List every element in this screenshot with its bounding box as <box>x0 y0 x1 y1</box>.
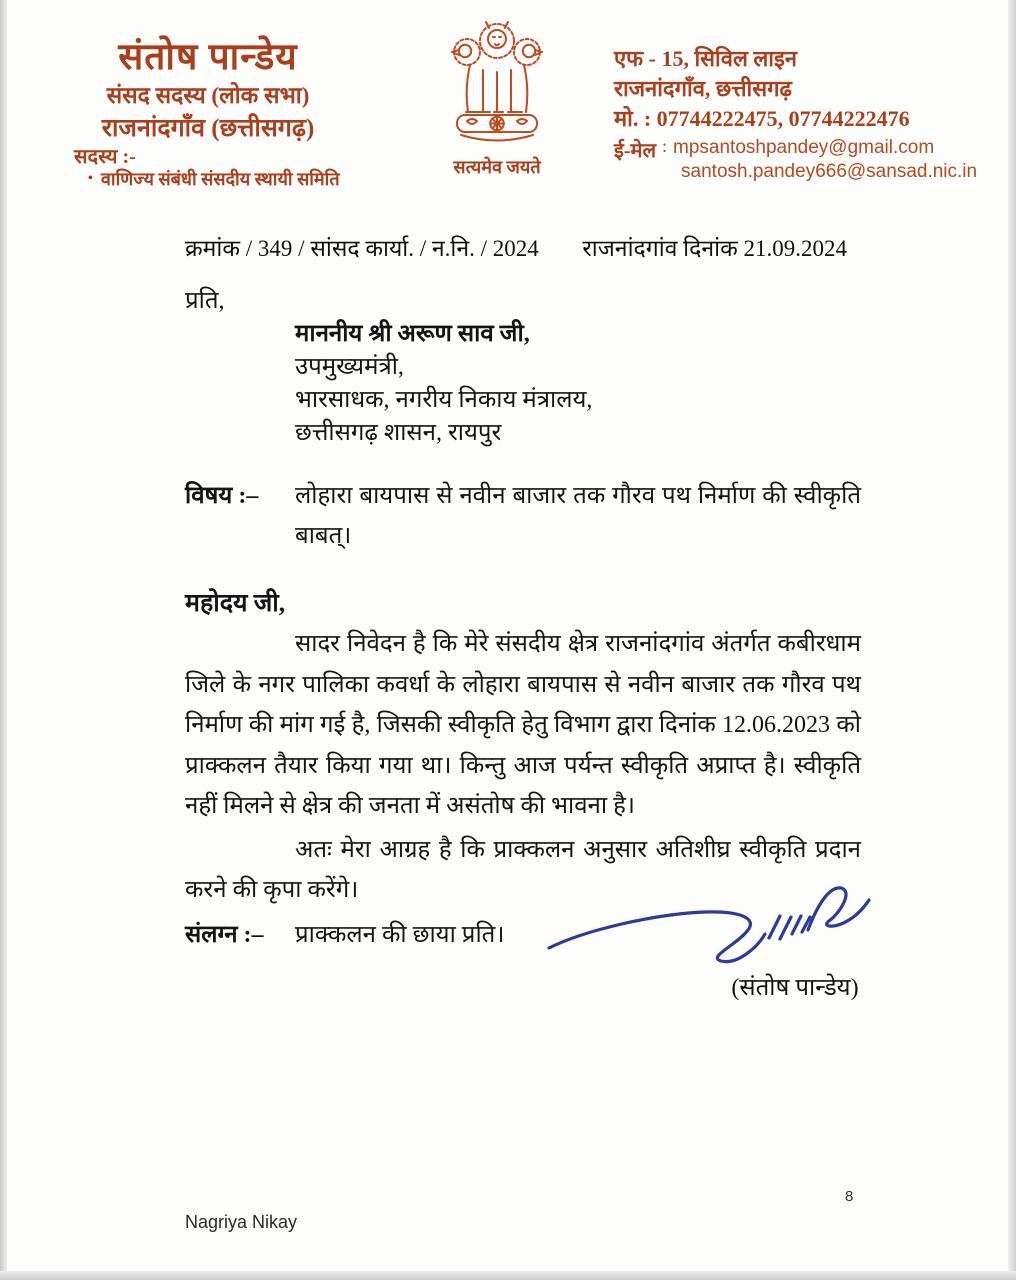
ashoka-lion-capital-icon <box>437 135 557 152</box>
recipient-title: उपमुख्यमंत्री, <box>295 354 404 380</box>
member-label: सदस्य :- <box>74 146 136 168</box>
scan-edge-right <box>1008 0 1016 1280</box>
signatory-name: (संतोष पान्डेय) <box>731 975 859 1001</box>
recipient-address: छत्तीसगढ़ शासन, रायपुर <box>295 420 502 446</box>
subject-row <box>185 476 861 556</box>
scan-edge-bottom <box>0 1271 1016 1280</box>
address-line-2: राजनांदगाँव, छत्तीसगढ़ <box>614 76 792 101</box>
mp-designation: संसद सदस्य (लोक सभा) <box>106 83 310 108</box>
mp-name: संतोष पान्डेय <box>118 37 298 78</box>
letterhead-left <box>62 36 354 146</box>
email-row <box>614 136 1010 184</box>
scan-edge-left <box>0 0 7 1280</box>
emblem-motto: सत्यमेव जयते <box>453 157 541 177</box>
committee-line <box>88 167 340 191</box>
handwritten-signature <box>545 874 875 979</box>
address-line-1: एफ - 15, सिविल लाइन <box>614 46 797 71</box>
enclosure-label: संलग्न :– <box>185 921 264 948</box>
to-label: प्रति, <box>185 288 225 314</box>
place-and-date: राजनांदगांव दिनांक 21.09.2024 <box>582 236 847 261</box>
email-addresses <box>673 136 977 184</box>
recipient-name: माननीय श्री अरूण साव जी, <box>295 321 530 347</box>
letterhead-right <box>614 44 1010 184</box>
subject-label: विषय :– <box>185 483 259 509</box>
footnote-text: Nagriya Nikay <box>185 1212 298 1232</box>
salutation: महोदय जी, <box>185 590 286 617</box>
email-label: ई-मेल <box>614 140 657 162</box>
committee-name: वाणिज्य संबंधी संसदीय स्थायी समिति <box>100 169 340 189</box>
recipient-department: भारसाधक, नगरीय निकाय मंत्रालय, <box>295 387 593 413</box>
email-colon: : <box>662 136 668 156</box>
subject-text: लोहारा बायपास से नवीन बाजार तक गौरव पथ निर्माण की स्वीकृति बाबत्। <box>295 483 861 549</box>
mobile-numbers: मो. : 07744222475, 07744222476 <box>614 106 910 131</box>
enclosure-text: प्राक्कलन की छाया प्रति। <box>295 921 505 948</box>
body-paragraph-1: सादर निवेदन है कि मेरे संसदीय क्षेत्र राजनांदगांव अंतर्गत कबीरधाम जिले के नगर पालिका कवर्धा के लोहारा बायपास से नवीन बाजार तक गौरव पथ निर्माण की मांग गई है, जिसकी स्वीकृति हेतु विभाग द्वारा दिनांक 12.06.2023 को प्राक्कलन तैयार किया गया था। किन्तु आज पर्यन्त स्वीकृति अप्राप्त है। स्वीकृति नहीं मिलने से क्षेत्र की जनता में असंतोष की भावना है। <box>185 631 861 819</box>
bullet-icon: • <box>88 171 93 186</box>
email-address-1: mpsantoshpandey@gmail.com <box>673 137 935 158</box>
body-paragraph-2: अतः मेरा आग्रह है कि प्राक्कलन अनुसार अतिशीघ्र स्वीकृति प्रदान करने की कृपा करेंगे। <box>185 836 861 903</box>
recipient-block <box>295 318 861 450</box>
reference-number: क्रमांक / 349 / सांसद कार्या. / न.नि. / 2024 <box>185 236 539 261</box>
email-address-2: santosh.pandey666@sansad.nic.in <box>681 161 978 182</box>
reference-row <box>185 231 847 263</box>
national-emblem <box>437 12 557 179</box>
mp-constituency: राजनांदगाँव (छत्तीसगढ़) <box>101 115 315 142</box>
letter-body <box>185 284 861 955</box>
page-number: 8 <box>845 1188 854 1205</box>
